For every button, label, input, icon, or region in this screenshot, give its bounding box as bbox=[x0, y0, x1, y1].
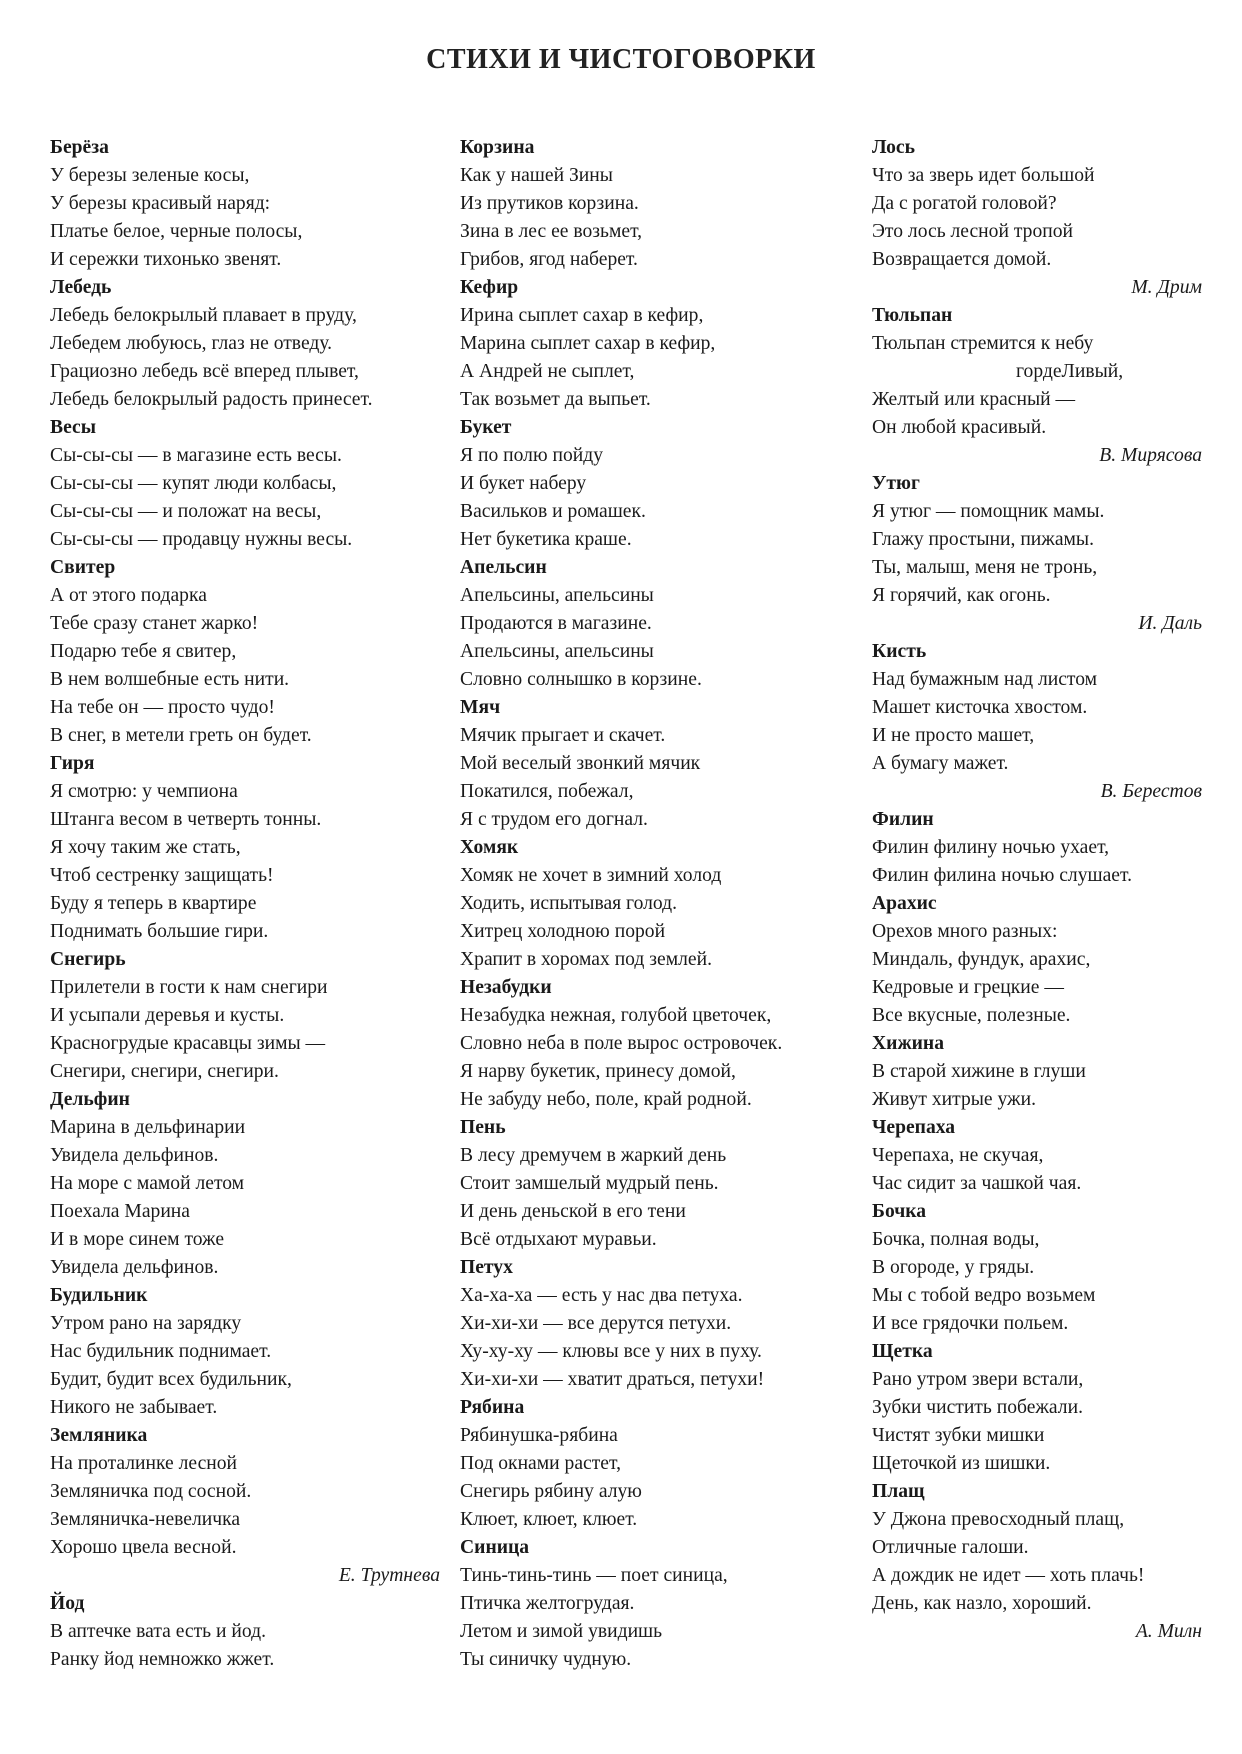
poem-line: А бумагу мажет. bbox=[872, 753, 1009, 774]
poem bbox=[50, 554, 440, 750]
poem-line: В старой хижине в глуши bbox=[872, 1061, 1086, 1082]
poem-line: Бочка, полная воды, bbox=[872, 1229, 1040, 1250]
poem-line: Утром рано на зарядку bbox=[50, 1313, 242, 1334]
poem-line: Возвращается домой. bbox=[872, 249, 1052, 270]
poem-line: Тюльпан стремится к небу bbox=[872, 333, 1094, 354]
poem bbox=[872, 1114, 1202, 1198]
poem-line: Я по полю пойду bbox=[460, 445, 604, 466]
poem-line: Нас будильник поднимает. bbox=[50, 1341, 272, 1362]
poem-line: Мячик прыгает и скачет. bbox=[460, 725, 666, 746]
poem-line: Апельсины, апельсины bbox=[460, 641, 654, 662]
poem-line: Хорошо цвела весной. bbox=[50, 1537, 237, 1558]
poem bbox=[50, 750, 440, 946]
poem-line: Отличные галоши. bbox=[872, 1537, 1029, 1558]
poem bbox=[460, 834, 860, 974]
poem-title: Синица bbox=[460, 1537, 530, 1558]
poem-line: На проталинке лесной bbox=[50, 1453, 238, 1474]
poem-title: Свитер bbox=[50, 557, 116, 578]
poem-line: Над бумажным над листом bbox=[872, 669, 1098, 690]
poem-line: Словно солнышко в корзине. bbox=[460, 669, 702, 690]
poem-line: Кедровые и грецкие — bbox=[872, 977, 1064, 998]
poem-line: Машет кисточка хвостом. bbox=[872, 697, 1088, 718]
poem bbox=[460, 1254, 860, 1394]
poem-line: Живут хитрые ужи. bbox=[872, 1089, 1036, 1110]
poem-line: У березы зеленые косы, bbox=[50, 165, 250, 186]
poem-line: В аптечке вата есть и йод. bbox=[50, 1621, 266, 1642]
poem-line: И не просто машет, bbox=[872, 725, 1035, 746]
poem bbox=[50, 1422, 440, 1590]
poem-title: Хомяк bbox=[460, 837, 519, 858]
poem bbox=[872, 134, 1202, 302]
poem-title: Кисть bbox=[872, 641, 927, 662]
poem bbox=[460, 1394, 860, 1534]
poem-title: Йод bbox=[50, 1593, 85, 1614]
poem-line: Клюет, клюет, клюет. bbox=[460, 1509, 638, 1530]
poem-line: Так возьмет да выпьет. bbox=[460, 389, 651, 410]
poem-line: Храпит в хоромах под землей. bbox=[460, 949, 712, 970]
poem-line: Это лось лесной тропой bbox=[872, 221, 1074, 242]
poem-line: Ху-ху-ху — клювы все у них в пуху. bbox=[460, 1341, 762, 1362]
poem-title: Лебедь bbox=[50, 277, 112, 298]
poem-title: Берёза bbox=[50, 137, 109, 158]
poem-line: В огороде, у гряды. bbox=[872, 1257, 1035, 1278]
poem-line: Я смотрю: у чемпиона bbox=[50, 781, 238, 802]
poem-line: Он любой красивый. bbox=[872, 417, 1047, 438]
poem-line: И сережки тихонько звенят. bbox=[50, 249, 282, 270]
poem-author: В. Берестов bbox=[1100, 781, 1202, 802]
poem-title: Бочка bbox=[872, 1201, 927, 1222]
poem-line: Нет букетика краше. bbox=[460, 529, 632, 550]
poem-line: Сы-сы-сы — продавцу нужны весы. bbox=[50, 529, 353, 550]
poem-title: Утюг bbox=[872, 473, 920, 494]
poem bbox=[460, 554, 860, 694]
poem-title: Хижина bbox=[872, 1033, 945, 1054]
page-title: СТИХИ И ЧИСТОГОВОРКИ bbox=[426, 44, 816, 75]
poem-line: Снегири, снегири, снегири. bbox=[50, 1061, 279, 1082]
poem-line: А дождик не идет — хоть плачь! bbox=[872, 1565, 1145, 1586]
poem-line: Филин филину ночью ухает, bbox=[872, 837, 1110, 858]
poem-line: Я хочу таким же стать, bbox=[50, 837, 241, 858]
poem-line: Поднимать большие гири. bbox=[50, 921, 269, 942]
poem-title: Весы bbox=[50, 417, 96, 438]
poem-author: И. Даль bbox=[1138, 613, 1202, 634]
column-1 bbox=[50, 134, 440, 1674]
poem-line: Чистят зубки мишки bbox=[872, 1425, 1045, 1446]
poem-line: И усыпали деревья и кусты. bbox=[50, 1005, 285, 1026]
poem-line: И в море синем тоже bbox=[50, 1229, 225, 1250]
poem-line: Глажу простыни, пижамы. bbox=[872, 529, 1094, 550]
poem bbox=[872, 1478, 1202, 1646]
poem-line: В снег, в метели греть он будет. bbox=[50, 725, 312, 746]
poem-title: Петух bbox=[460, 1257, 513, 1278]
poem-line: Орехов много разных: bbox=[872, 921, 1058, 942]
poem-line: Платье белое, черные полосы, bbox=[50, 221, 303, 242]
poem-line: В лесу дремучем в жаркий день bbox=[460, 1145, 727, 1166]
poem-line: На тебе он — просто чудо! bbox=[50, 697, 275, 718]
poem-title: Пень bbox=[460, 1117, 506, 1138]
poem-line: В нем волшебные есть нити. bbox=[50, 669, 290, 690]
poem-line: Лебедь белокрылый радость принесет. bbox=[50, 389, 373, 410]
poem-line: Апельсины, апельсины bbox=[460, 585, 654, 606]
poem-line: Я утюг — помощник мамы. bbox=[872, 501, 1105, 522]
poem-title: Черепаха bbox=[872, 1117, 956, 1138]
poem-line: Снегирь рябину алую bbox=[460, 1481, 642, 1502]
poem bbox=[50, 274, 440, 414]
poem bbox=[872, 1030, 1202, 1114]
poem-title: Корзина bbox=[460, 137, 535, 158]
poem-line: Грибов, ягод наберет. bbox=[460, 249, 638, 270]
poem-line: И день деньской в его тени bbox=[460, 1201, 686, 1222]
poem bbox=[460, 1114, 860, 1254]
poem-line: Будит, будит всех будильник, bbox=[50, 1369, 292, 1390]
poem bbox=[872, 302, 1202, 470]
poem-line: Лебедь белокрылый плавает в пруду, bbox=[50, 305, 357, 326]
poem-line: Филин филина ночью слушает. bbox=[872, 865, 1132, 886]
poem-line: Хи-хи-хи — все дерутся петухи. bbox=[460, 1313, 732, 1334]
poem bbox=[872, 890, 1202, 1030]
poem-line: Щеточкой из шишки. bbox=[872, 1453, 1051, 1474]
poem-line: Марина сыплет сахар в кефир, bbox=[460, 333, 716, 354]
poem-line: Мой веселый звонкий мячик bbox=[460, 753, 701, 774]
poem-line: Из прутиков корзина. bbox=[460, 193, 639, 214]
poem-line: Я горячий, как огонь. bbox=[872, 585, 1051, 606]
poem-line: Чтоб сестренку защищать! bbox=[50, 865, 274, 886]
poem bbox=[460, 974, 860, 1114]
poem-author: М. Дрим bbox=[1131, 277, 1202, 298]
poem-line: Буду я теперь в квартире bbox=[50, 893, 257, 914]
poem-line: Хитрец холодною порой bbox=[460, 921, 666, 942]
poem-line: Ранку йод немножко жжет. bbox=[50, 1649, 275, 1670]
poem-title: Букет bbox=[460, 417, 512, 438]
poem-line: И все грядочки польем. bbox=[872, 1313, 1069, 1334]
poem-line: Никого не забывает. bbox=[50, 1397, 218, 1418]
poem-title: Земляника bbox=[50, 1425, 148, 1446]
poem-line: Продаются в магазине. bbox=[460, 613, 652, 634]
poem-line: Что за зверь идет большой bbox=[872, 165, 1095, 186]
poem-title: Апельсин bbox=[460, 557, 547, 578]
poem-title: Плащ bbox=[872, 1481, 925, 1502]
poem bbox=[460, 134, 860, 274]
poem-line: Рябинушка-рябина bbox=[460, 1425, 618, 1446]
poem-title: Тюльпан bbox=[872, 305, 953, 326]
poem-line: Ха-ха-ха — есть у нас два петуха. bbox=[460, 1285, 743, 1306]
poem bbox=[872, 806, 1202, 890]
poem-line: На море с мамой летом bbox=[50, 1173, 245, 1194]
poem-line: Увидела дельфинов. bbox=[50, 1145, 219, 1166]
poem-line: Увидела дельфинов. bbox=[50, 1257, 219, 1278]
poem-title: Снегирь bbox=[50, 949, 126, 970]
poem-line: Я с трудом его догнал. bbox=[460, 809, 648, 830]
poem-title: Рябина bbox=[460, 1397, 525, 1418]
poem-line: У Джона превосходный плащ, bbox=[872, 1509, 1125, 1530]
poem-line: Сы-сы-сы — и положат на весы, bbox=[50, 501, 322, 522]
poem-line: Штанга весом в четверть тонны. bbox=[50, 809, 322, 830]
poem bbox=[460, 694, 860, 834]
poem-title: Гиря bbox=[50, 753, 95, 774]
poem-title: Мяч bbox=[460, 697, 501, 718]
poem bbox=[460, 414, 860, 554]
poem-title: Лось bbox=[872, 137, 915, 158]
poem-line: Хи-хи-хи — хватит драться, петухи! bbox=[460, 1369, 765, 1390]
poem-title: Кефир bbox=[460, 277, 519, 298]
poem-line: Под окнами растет, bbox=[460, 1453, 621, 1474]
poem-line: Словно неба в поле вырос островочек. bbox=[460, 1033, 783, 1054]
poem bbox=[872, 1198, 1202, 1338]
poem-line: Летом и зимой увидишь bbox=[460, 1621, 663, 1642]
poem-line: Ты синичку чудную. bbox=[460, 1649, 632, 1670]
poem-line: Я нарву букетик, принесу домой, bbox=[460, 1061, 736, 1082]
poem-line: Марина в дельфинарии bbox=[50, 1117, 246, 1138]
poem-title: Дельфин bbox=[50, 1089, 130, 1110]
poem-line: Ирина сыплет сахар в кефир, bbox=[460, 305, 704, 326]
poem bbox=[460, 1534, 860, 1674]
poem-line: Подарю тебе я свитер, bbox=[50, 641, 237, 662]
poem-line: Да с рогатой головой? bbox=[872, 193, 1057, 214]
poem-line: Лебедем любуюсь, глаз не отведу. bbox=[50, 333, 333, 354]
poem bbox=[872, 638, 1202, 806]
poem-line: Тинь-тинь-тинь — поет синица, bbox=[460, 1565, 728, 1586]
poem-line: День, как назло, хороший. bbox=[872, 1593, 1092, 1614]
poem-line: Поехала Марина bbox=[50, 1201, 190, 1222]
poem-line: Зина в лес ее возьмет, bbox=[460, 221, 643, 242]
column-3 bbox=[872, 134, 1202, 1646]
poem-line: Покатился, побежал, bbox=[460, 781, 634, 802]
poem bbox=[872, 470, 1202, 638]
poem-line: Земляничка-невеличка bbox=[50, 1509, 241, 1530]
poem-line: Сы-сы-сы — купят люди колбасы, bbox=[50, 473, 337, 494]
poem bbox=[50, 1590, 440, 1674]
poem-line: Сы-сы-сы — в магазине есть весы. bbox=[50, 445, 342, 466]
poem bbox=[50, 946, 440, 1086]
poem-line: Зубки чистить побежали. bbox=[872, 1397, 1083, 1418]
poem-line: У березы красивый наряд: bbox=[50, 193, 271, 214]
poem-line: А от этого подарка bbox=[50, 585, 207, 606]
poem-line: Черепаха, не скучая, bbox=[872, 1145, 1044, 1166]
poem-line: Красногрудые красавцы зимы — bbox=[50, 1033, 326, 1054]
poem bbox=[50, 1282, 440, 1422]
poem-line: Ты, малыш, меня не тронь, bbox=[872, 557, 1098, 578]
poem-line: Незабудка нежная, голубой цветочек, bbox=[460, 1005, 772, 1026]
poem bbox=[460, 274, 860, 414]
poem-line: Васильков и ромашек. bbox=[460, 501, 646, 522]
poem-line: Не забуду небо, поле, край родной. bbox=[460, 1089, 752, 1110]
poem-line: Земляничка под сосной. bbox=[50, 1481, 252, 1502]
poem-line: А Андрей не сыплет, bbox=[460, 361, 635, 382]
poem-line: гордеЛивый, bbox=[1016, 361, 1124, 382]
poem-line: Хомяк не хочет в зимний холод bbox=[460, 865, 722, 886]
poem-line: Всё отдыхают муравьи. bbox=[460, 1229, 657, 1250]
poem-line: Грациозно лебедь всё вперед плывет, bbox=[50, 361, 359, 382]
poem bbox=[50, 134, 440, 274]
poem-author: Е. Трутнева bbox=[338, 1565, 440, 1586]
poem-author: В. Мирясова bbox=[1099, 445, 1202, 466]
poem-line: Час сидит за чашкой чая. bbox=[872, 1173, 1082, 1194]
column-2 bbox=[460, 134, 860, 1674]
poem bbox=[872, 1338, 1202, 1478]
poem-line: Птичка желтогрудая. bbox=[460, 1593, 635, 1614]
poem-title: Филин bbox=[872, 809, 934, 830]
poem-line: Прилетели в гости к нам снегири bbox=[50, 977, 328, 998]
poem-title: Будильник bbox=[50, 1285, 148, 1306]
poem-line: Стоит замшелый мудрый пень. bbox=[460, 1173, 719, 1194]
poem-line: Желтый или красный — bbox=[872, 389, 1076, 410]
poem-line: Рано утром звери встали, bbox=[872, 1369, 1084, 1390]
poem-line: Миндаль, фундук, арахис, bbox=[872, 949, 1091, 970]
poem-line: Ходить, испытывая голод. bbox=[460, 893, 678, 914]
poem-title: Арахис bbox=[872, 893, 937, 914]
poem-line: И букет наберу bbox=[460, 473, 587, 494]
poem-line: Как у нашей Зины bbox=[460, 165, 613, 186]
poem-author: А. Милн bbox=[1135, 1621, 1202, 1642]
poem bbox=[50, 1086, 440, 1282]
poem bbox=[50, 414, 440, 554]
poem-title: Незабудки bbox=[460, 977, 552, 998]
poem-title: Щетка bbox=[872, 1341, 933, 1362]
poem-line: Все вкусные, полезные. bbox=[872, 1005, 1071, 1026]
poem-line: Тебе сразу станет жарко! bbox=[50, 613, 259, 634]
poem-line: Мы с тобой ведро возьмем bbox=[872, 1285, 1096, 1306]
